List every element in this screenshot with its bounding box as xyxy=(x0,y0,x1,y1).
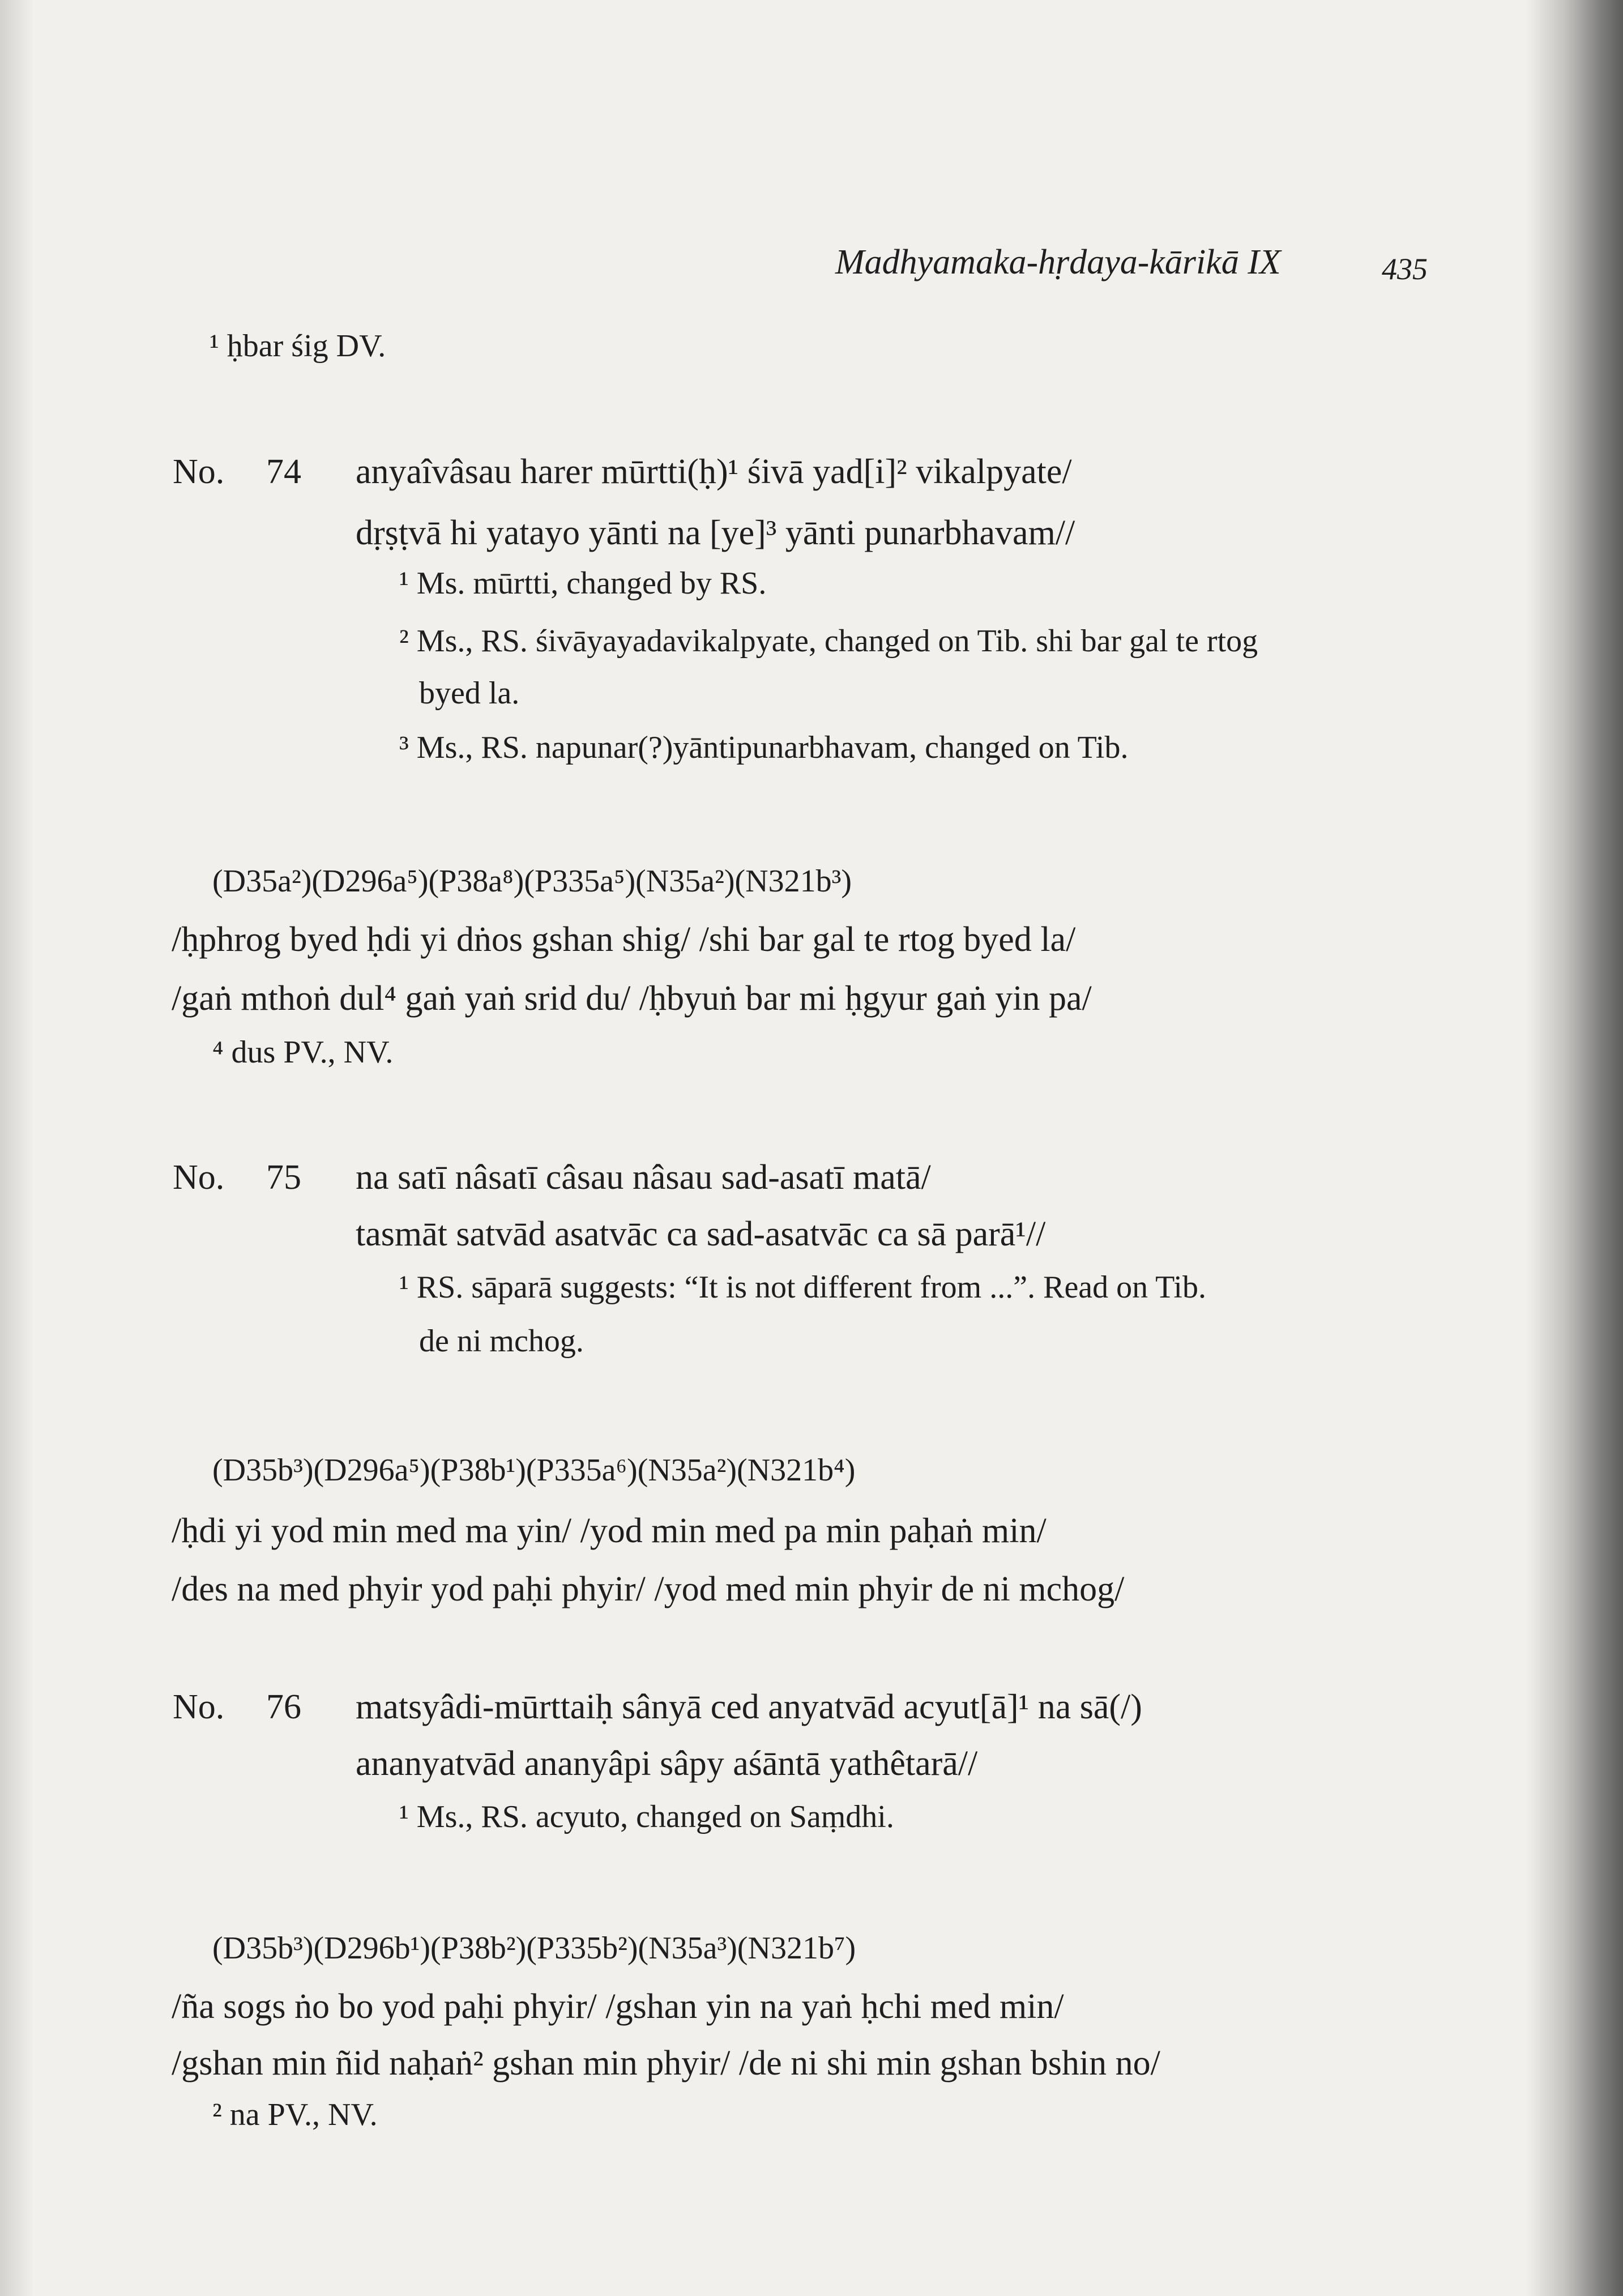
verse-line: anyaîvâsau harer mūrtti(ḥ)¹ śivā yad[i]² vikalpyate/ xyxy=(356,453,1072,491)
tibetan-references: (D35a²)(D296a⁵)(P38a⁸)(P335a⁵)(N35a²)(N321b³) xyxy=(212,864,852,899)
tibetan-line: /ña sogs ṅo bo yod paḥi phyir/ /gshan yin na yaṅ ḥchi med min/ xyxy=(172,1987,1064,2026)
entry-number: 75 xyxy=(266,1158,301,1197)
tibetan-references: (D35b³)(D296b¹)(P38b²)(P335b²)(N35a³)(N321b⁷) xyxy=(212,1931,856,1966)
verse-line: matsyâdi-mūrttaiḥ sânyā ced anyatvād acyut[ā]¹ na sā(/) xyxy=(356,1688,1142,1726)
running-title: Madhyamaka-hṛdaya-kārikā IX xyxy=(835,243,1281,281)
entry-number: 74 xyxy=(266,453,301,491)
top-footnote: ¹ ḥbar śig DV. xyxy=(210,328,386,364)
verse-line: tasmāt satvād asatvāc ca sad-asatvāc ca sā parā¹// xyxy=(356,1215,1046,1253)
verse-line: dṛṣṭvā hi yatayo yānti na [ye]³ yānti punarbhavam// xyxy=(356,514,1075,552)
entry-number: 76 xyxy=(266,1688,301,1726)
scan-shadow-right xyxy=(1527,0,1623,2296)
entry-label: No. xyxy=(173,1158,225,1197)
entry-label: No. xyxy=(173,1688,225,1726)
verse-note: ¹ Ms., RS. acyuto, changed on Saṃdhi. xyxy=(399,1799,894,1834)
verse-note: byed la. xyxy=(419,676,520,711)
verse-line: ananyatvād ananyâpi sâpy aśāntā yathêtarā// xyxy=(356,1744,978,1783)
tibetan-line: /ḥphrog byed ḥdi yi dṅos gshan shig/ /shi bar gal te rtog byed la/ xyxy=(172,920,1076,959)
entry-label: No. xyxy=(173,453,225,491)
tibetan-note: ² na PV., NV. xyxy=(212,2097,378,2132)
verse-line: na satī nâsatī câsau nâsau sad-asatī matā/ xyxy=(356,1158,931,1197)
tibetan-references: (D35b³)(D296a⁵)(P38b¹)(P335a⁶)(N35a²)(N321b⁴) xyxy=(212,1453,856,1488)
tibetan-note: ⁴ dus PV., NV. xyxy=(212,1035,394,1070)
scan-shadow-left xyxy=(0,0,34,2296)
verse-note: ¹ RS. sāparā suggests: “It is not different from ...”. Read on Tib. xyxy=(399,1270,1206,1305)
verse-note: ² Ms., RS. śivāyayadavikalpyate, changed on Tib. shi bar gal te rtog xyxy=(399,624,1258,659)
tibetan-line: /gaṅ mthoṅ dul⁴ gaṅ yaṅ srid du/ /ḥbyuṅ bar mi ḥgyur gaṅ yin pa/ xyxy=(172,979,1092,1018)
tibetan-line: /ḥdi yi yod min med ma yin/ /yod min med pa min paḥaṅ min/ xyxy=(172,1512,1047,1550)
tibetan-line: /gshan min ñid naḥaṅ² gshan min phyir/ /de ni shi min gshan bshin no/ xyxy=(172,2044,1160,2082)
page-number: 435 xyxy=(1382,252,1428,286)
tibetan-line: /des na med phyir yod paḥi phyir/ /yod med min phyir de ni mchog/ xyxy=(172,1570,1125,1608)
verse-note: ¹ Ms. mūrtti, changed by RS. xyxy=(399,566,767,601)
verse-note: de ni mchog. xyxy=(419,1324,584,1359)
verse-note: ³ Ms., RS. napunar(?)yāntipunarbhavam, changed on Tib. xyxy=(399,730,1129,765)
